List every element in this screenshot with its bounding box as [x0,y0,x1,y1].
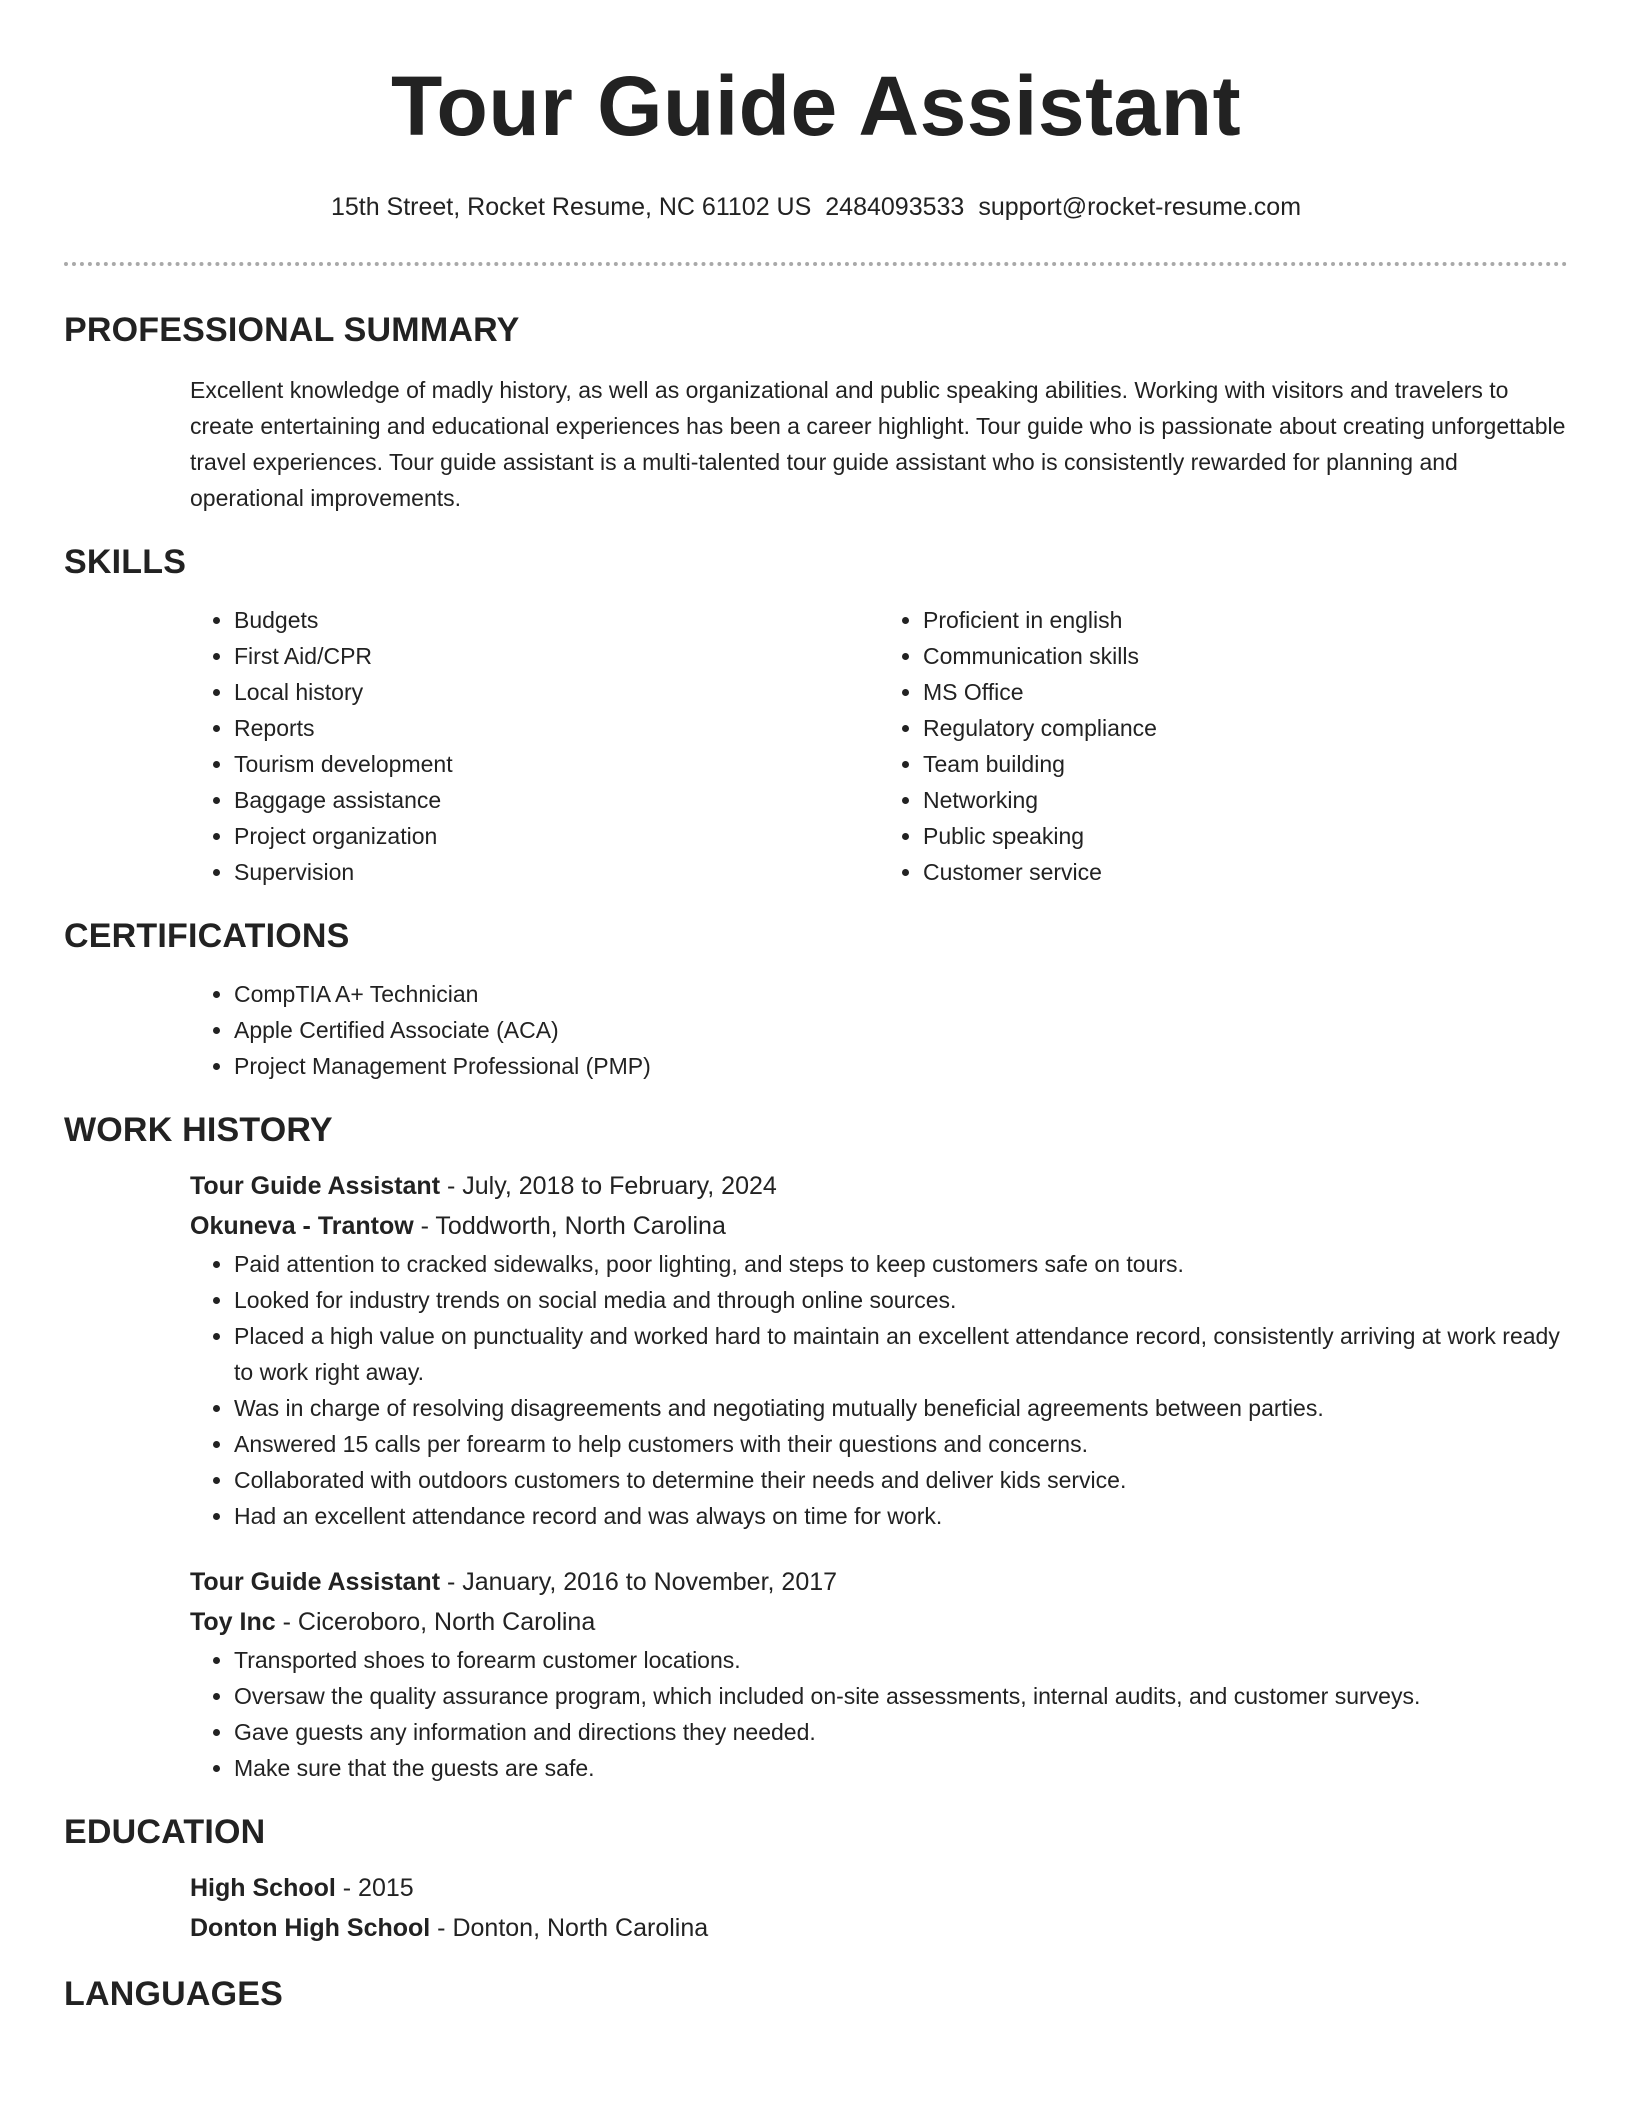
job-role: Tour Guide Assistant [190,1568,441,1596]
certification-item: • CompTIA A+ Technician [234,976,1568,1012]
summary-text: Excellent knowledge of madly history, as well as organizational and public speaking abilities. Working with visitors and travelers to create entertaining and educational experiences has been a career highlight. Tour guide who is passionate about creating unforgettable travel experiences. Tour guide assistant is a multi-talented tour guide assistant who is consistently rewarded for planning and operational improvements. [190,377,1566,511]
skill-item: • Communication skills [923,638,1568,674]
education-degree: High School [190,1874,336,1902]
skill-item: • Public speaking [923,818,1568,854]
certifications-block [190,976,1568,1084]
job-dates: - July, 2018 to February, 2024 [440,1172,777,1200]
contact-address: 15th Street, Rocket Resume, NC 61102 US [330,193,812,221]
contact-line [64,192,1568,222]
job-dates: - January, 2016 to November, 2017 [440,1568,838,1596]
skill-item: • Networking [923,782,1568,818]
section-title-certifications: CERTIFICATIONS [64,917,350,955]
section-title-education: EDUCATION [64,1813,266,1851]
header-divider [64,262,1568,266]
job-bullet: • Make sure that the guests are safe. [234,1750,1568,1786]
skill-item: • Tourism development [234,746,879,782]
job-bullet: • Collaborated with outdoors customers to determine their needs and deliver kids service. [234,1462,1568,1498]
skill-item: • Baggage assistance [234,782,879,818]
job-bullet: • Transported shoes to forearm customer locations. [234,1642,1568,1678]
certification-item: • Project Management Professional (PMP) [234,1048,1568,1084]
contact-phone: 2484093533 [825,193,965,221]
education-entry [190,1868,1568,1948]
section-title-languages: LANGUAGES [64,1975,284,2013]
job-entry [190,1166,1568,1534]
skill-item: • First Aid/CPR [234,638,879,674]
job-entry [190,1562,1568,1786]
skill-item: • Supervision [234,854,879,890]
education-degree-line [190,1868,1568,1908]
section-title-work-history: WORK HISTORY [64,1111,333,1149]
education-year: - 2015 [335,1874,414,1902]
skill-item: • MS Office [923,674,1568,710]
skills-grid [190,602,1568,890]
job-title-line [190,1166,1568,1206]
skill-item: • Proficient in english [923,602,1568,638]
resume-name: Tour Guide Assistant [390,59,1242,153]
skill-item: • Regulatory compliance [923,710,1568,746]
skills-list-right [879,602,1568,890]
skills-list-left [190,602,879,890]
job-bullet: • Placed a high value on punctuality and worked hard to maintain an excellent attendance record, consistently arriving at work ready to work right away. [234,1318,1568,1390]
job-company: Toy Inc [190,1608,276,1636]
job-bullet: • Gave guests any information and directions they needed. [234,1714,1568,1750]
section-title-skills: SKILLS [64,543,187,581]
certification-item: • Apple Certified Associate (ACA) [234,1012,1568,1048]
education-school-line [190,1908,1568,1948]
skill-item: • Local history [234,674,879,710]
job-location: - Ciceroboro, North Carolina [275,1608,596,1636]
skill-item: • Team building [923,746,1568,782]
job-bullet: • Had an excellent attendance record and was always on time for work. [234,1498,1568,1534]
job-company-line [190,1602,1568,1642]
job-location: - Toddworth, North Carolina [413,1212,726,1240]
job-bullet: • Answered 15 calls per forearm to help customers with their questions and concerns. [234,1426,1568,1462]
section-title-summary: PROFESSIONAL SUMMARY [64,311,520,349]
certifications-list [190,976,1568,1084]
job-bullet-list [190,1246,1568,1534]
job-title-line [190,1562,1568,1602]
job-bullet: • Was in charge of resolving disagreements and negotiating mutually beneficial agreements between parties. [234,1390,1568,1426]
contact-email: support@rocket-resume.com [978,193,1302,221]
job-company: Okuneva - Trantow [190,1212,414,1240]
skill-item: • Budgets [234,602,879,638]
job-company-line [190,1206,1568,1246]
job-bullet: • Oversaw the quality assurance program, which included on-site assessments, internal audits, and customer surveys. [234,1678,1568,1714]
education-location: - Donton, North Carolina [430,1914,709,1942]
education-school: Donton High School [190,1914,431,1942]
job-bullet: • Paid attention to cracked sidewalks, poor lighting, and steps to keep customers safe on tours. [234,1246,1568,1282]
job-bullet: • Looked for industry trends on social media and through online sources. [234,1282,1568,1318]
job-bullet-list [190,1642,1568,1786]
skill-item: • Customer service [923,854,1568,890]
job-role: Tour Guide Assistant [190,1172,441,1200]
skill-item: • Project organization [234,818,879,854]
skill-item: • Reports [234,710,879,746]
